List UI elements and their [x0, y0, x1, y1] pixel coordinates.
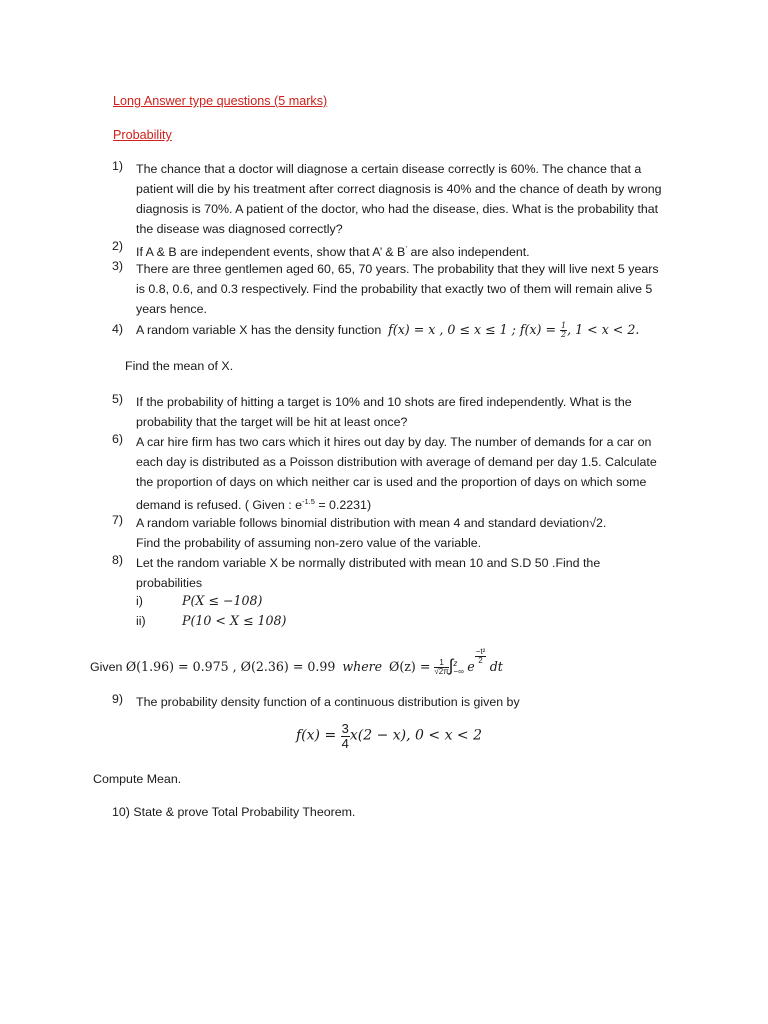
fraction: $\frac{1}{√2\pi}$ [434, 658, 449, 677]
fraction: $\frac{1}{2}$ [561, 321, 567, 339]
question-text: A random variable X has the density function [136, 323, 382, 337]
prime-mark: ’ [405, 244, 407, 253]
question-number: 4) [112, 322, 124, 336]
question-text-a: If A & B are independent events, show that A’ & B [136, 245, 406, 259]
question-text: If the probability of hitting a target is 10% and 10 shots are fired independently. What is the [136, 395, 632, 409]
question-text: each day is distributed as a Poisson distribution with average of demand per day 1.5. Calculate [136, 455, 657, 469]
question-text: the disease was diagnosed correctly? [136, 222, 343, 236]
question-number: 7) [112, 513, 124, 527]
question-text: A random variable follows binomial distribution with mean 4 and standard deviation√2. [136, 516, 607, 530]
question-text: Find the probability of assuming non-zero value of the variable. [136, 536, 482, 550]
density-formula: f(x) = x , 0 ≤ x ≤ 1 ; f(x) = $\frac{1}{2}$ , 1 < x < 2. [388, 321, 640, 339]
question-9 [112, 692, 682, 712]
question-number: 2) [112, 239, 124, 253]
question-4 [112, 320, 682, 340]
question-number: 8) [112, 553, 124, 567]
sub-question-ii: ii) P(10 < X ≤ 108) [136, 613, 287, 628]
question-text: demand is refused. ( Given : $e^{-1.5} = 0.2231$) [136, 497, 372, 512]
question-9-followup: Compute Mean. [93, 772, 182, 786]
question-3 [112, 259, 682, 319]
question-text-b: are also independent. [407, 245, 530, 259]
exponent: -1.5 [301, 497, 315, 506]
question-text: The probability density function of a continuous distribution is given by [136, 695, 520, 709]
fraction: $\frac{3}{4}$ [341, 721, 349, 751]
question-1 [112, 159, 682, 239]
question-text: diagnosis is 70%. A patient of the doctor, who had the disease, dies. What is the probability that [136, 202, 659, 216]
question-text: probabilities [136, 576, 203, 590]
given-formula: Given Ø(1.96) = 0.975 , Ø(2.36) = 0.99 where Ø(z) = $\frac{1}{√2\pi}$ ∫ z −∞ e $\frac{\text{−t²}}{2}$ dt [90, 647, 503, 677]
question-text: A car hire firm has two cars which it hires out day by day. The number of demands for a car on [136, 435, 652, 449]
question-number: 3) [112, 259, 124, 273]
question-text: probability that the target will be hit at least once? [136, 415, 408, 429]
question-text: Let the random variable X be normally distributed with mean 10 and S.D 50 .Find the [136, 556, 601, 570]
question-8 [112, 553, 682, 593]
pdf-formula: f(x) = $\frac{3}{4}$ x(2 − x), 0 < x < 2 [296, 721, 482, 751]
question-number: 9) [112, 692, 124, 706]
question-text: The chance that a doctor will diagnose a certain disease correctly is 60%. The chance that a [136, 162, 642, 176]
question-text: the proportion of days on which neither car is used and the proportion of days on which some [136, 475, 647, 489]
question-number: 1) [112, 159, 124, 173]
question-text: State & prove Total Probability Theorem. [133, 805, 356, 819]
question-number: 6) [112, 432, 124, 446]
question-10 [112, 805, 355, 819]
question-6 [112, 432, 682, 515]
topic-title: Probability [113, 128, 172, 142]
question-text: patient will die by his treatment after correct diagnosis is 40% and the chance of death by wrong [136, 182, 662, 196]
exponent-fraction: $\frac{\text{−t²}}{2}$ [475, 647, 486, 665]
question-text: years hence. [136, 302, 207, 316]
question-number: 10) [112, 805, 130, 819]
question-4-followup: Find the mean of X. [125, 359, 234, 373]
question-number: 5) [112, 392, 124, 406]
question-text: is 0.8, 0.6, and 0.3 respectively. Find the probability that exactly two of them will remain alive 5 [136, 282, 653, 296]
question-7 [112, 513, 682, 553]
sub-question-i: i) P(X ≤ −108) [136, 593, 263, 608]
integral-sign: ∫ [448, 656, 454, 675]
question-text: There are three gentlemen aged 60, 65, 70 years. The probability that they will live next 5 years [136, 262, 659, 276]
section-title: Long Answer type questions (5 marks) [113, 94, 328, 108]
question-5 [112, 392, 682, 432]
